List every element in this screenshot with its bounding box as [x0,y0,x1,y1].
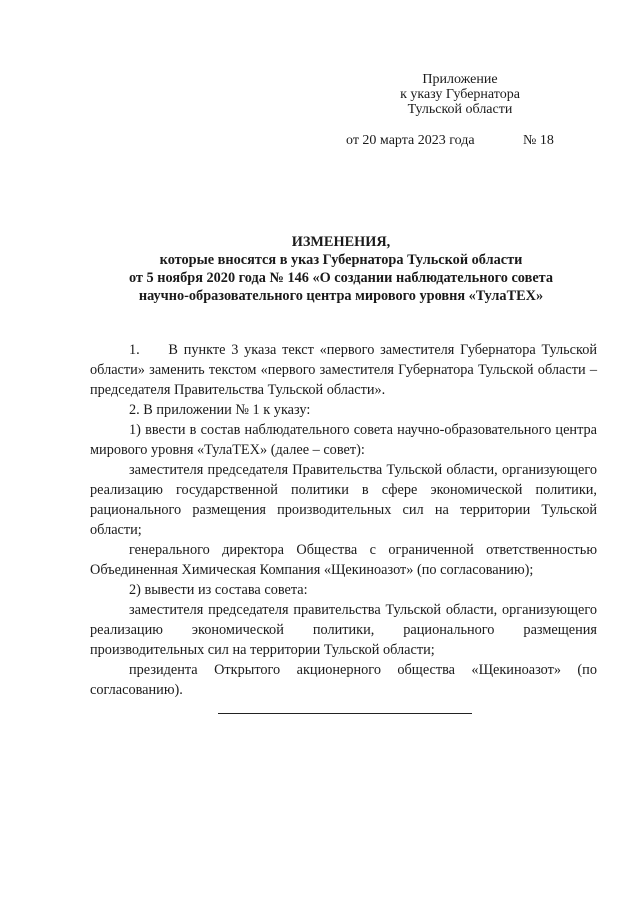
appendix-header [380,72,540,117]
title-line-2: которые вносятся в указ Губернатора Тульской области [159,252,523,268]
paragraph-1: 1. В пункте 3 указа текст «первого заместителя Губернатора Тульской области» заменить текстом «первого заместителя Губернатора Тульской области – председателя Правительства Тульской области». [90,342,597,398]
decree-date: от 20 марта 2023 года [346,133,475,148]
appendix-line-1: Приложение [422,72,498,87]
appendix-line-3: Тульской области [407,102,513,117]
decree-number: № 18 [523,133,554,148]
title-line-4: научно-образовательного центра мирового уровня «ТулаТЕХ» [138,288,544,304]
title-line-1: ИЗМЕНЕНИЯ, [291,234,391,250]
document-body [90,340,597,700]
paragraph-4: заместителя председателя Правительства Тульской области, организующего реализацию государственной политики в сфере экономической политики, рационального размещения производительных сил на территории Тульской области; [90,462,597,538]
title-line-3: от 5 ноября 2020 года № 146 «О создании наблюдательного совета [128,270,554,286]
paragraph-8: президента Открытого акционерного общества «Щекиноазот» (по согласованию). [90,662,597,698]
closing-divider [218,713,472,714]
appendix-line-2: к указу Губернатора [400,87,520,102]
paragraph-3: 1) ввести в состав наблюдательного совета научно-образовательного центра мирового уровня «ТулаТЕХ» (далее – совет): [90,422,597,458]
paragraph-2: 2. В приложении № 1 к указу: [129,402,311,418]
paragraph-7: заместителя председателя правительства Тульской области, организующего реализацию экономической политики, рационального размещения производительных сил на территории Тульской области; [90,602,597,658]
paragraph-6: 2) вывести из состава совета: [129,582,308,598]
paragraph-5: генерального директора Общества с ограниченной ответственностью Объединенная Химическая Компания «Щекиноазот» (по согласованию); [90,542,597,578]
document-title [90,233,592,305]
